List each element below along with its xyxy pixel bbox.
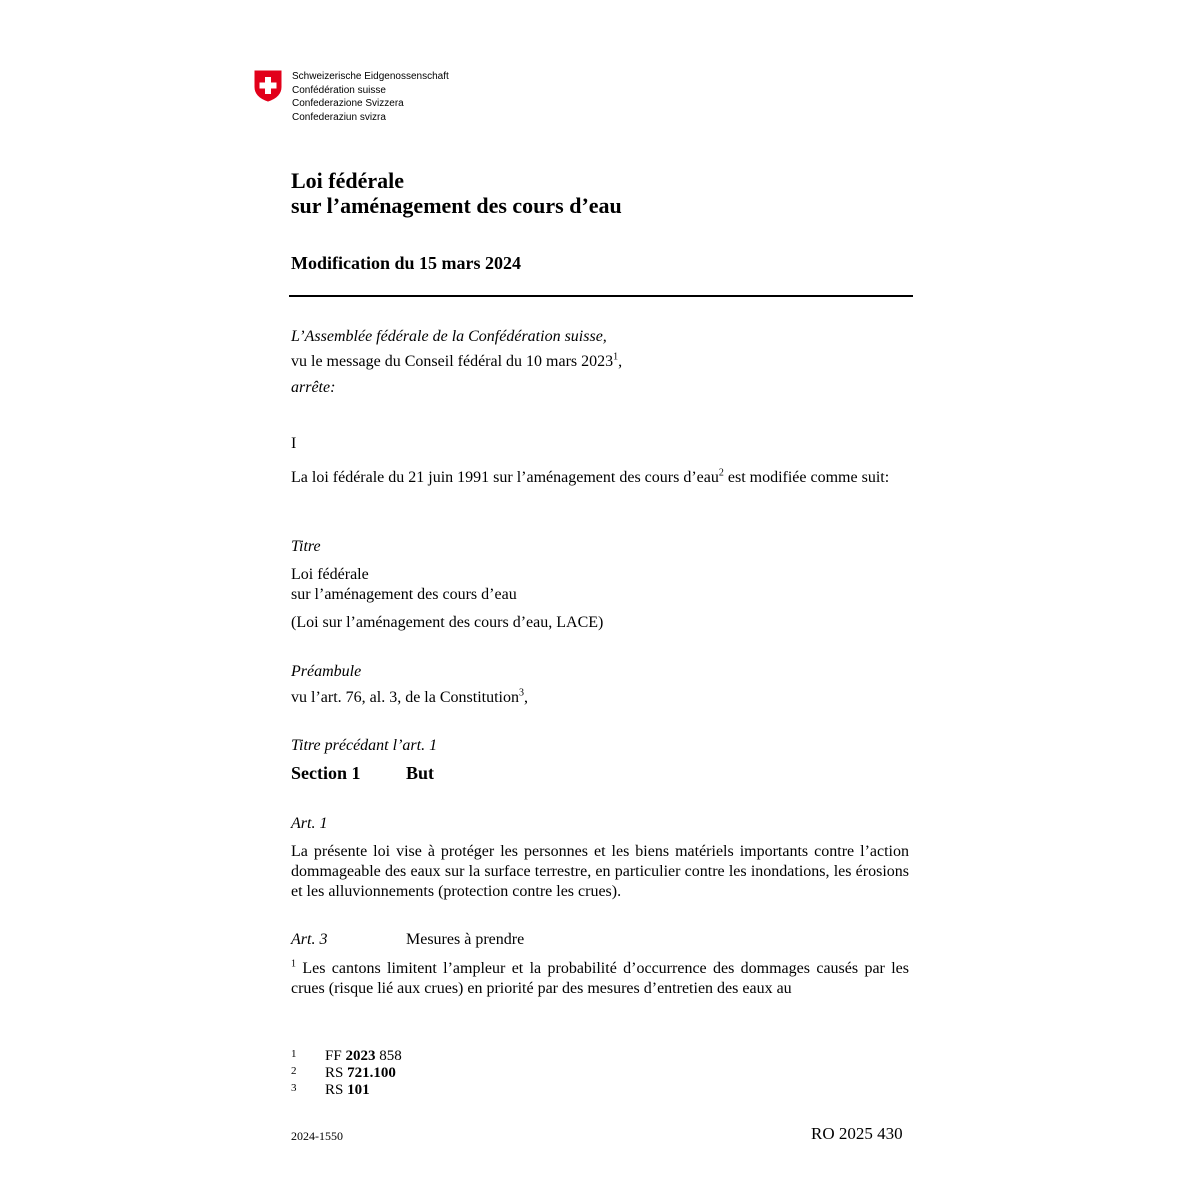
intro-text-end: est modifiée comme suit: — [723, 469, 890, 486]
modification-date: Modification du 15 mars 2024 — [291, 253, 522, 273]
vu-message-end: , — [618, 353, 623, 370]
footnote-bold: 721.100 — [347, 1065, 396, 1081]
swiss-coat-of-arms-icon — [254, 70, 282, 102]
confederation-name-fr: Confédération suisse — [292, 84, 386, 96]
intro-paragraph — [291, 468, 909, 488]
footnotes — [291, 1048, 591, 1099]
preambule-line — [291, 688, 528, 708]
footnote-bold: 2023 — [345, 1048, 376, 1064]
art3-label: Art. 3 — [291, 931, 328, 948]
art3-text: Les cantons limitent l’ampleur et la probabilité d’occurrence des dommages causés par les crues (risque lié aux crues) en priorité par des mesures d’entretien des eaux au — [291, 960, 909, 997]
preambule-text: vu l’art. 76, al. 3, de la Constitution — [291, 689, 519, 706]
confederation-name-de: Schweizerische Eidgenossenschaft — [292, 71, 449, 82]
assembly-line: L’Assemblée fédérale de la Confédération suisse, — [291, 328, 607, 345]
confederation-name-it: Confederazione Svizzera — [292, 98, 404, 109]
footnote-ref-2[interactable]: 2 — [718, 467, 724, 479]
preambule-end: , — [523, 689, 528, 706]
footnote-2 — [291, 1065, 591, 1082]
footnote-bold: 101 — [347, 1082, 370, 1098]
section-title: But — [406, 763, 435, 783]
titre-line-1: Loi fédérale — [291, 566, 369, 583]
arrete-line: arrête: — [291, 379, 336, 396]
footnote-ref-1[interactable]: 1 — [613, 351, 619, 363]
intro-text: La loi fédérale du 21 juin 1991 sur l’aménagement des cours d’eau — [291, 469, 719, 486]
vu-message-text: vu le message du Conseil fédéral du 10 mars 2023 — [291, 353, 614, 370]
titre-label: Titre — [291, 538, 321, 555]
header-divider — [289, 295, 913, 297]
ro-reference: RO 2025 430 — [811, 1124, 903, 1143]
doc-number: 2024-1550 — [291, 1129, 343, 1143]
confederation-name-rm: Confederaziun svizra — [292, 111, 386, 123]
titre-line-3: (Loi sur l’aménagement des cours d’eau, LACE) — [291, 614, 604, 631]
art3-paragraph — [291, 959, 909, 999]
document-title — [291, 168, 622, 218]
preambule-label: Préambule — [291, 663, 362, 680]
vu-message-line — [291, 352, 622, 372]
art1-label: Art. 1 — [291, 815, 328, 832]
art1-text: La présente loi vise à protéger les personnes et les biens matériels importants contre l’action dommageable des eaux sur la surface terrestre, en particulier contre les inondations, les érosions et les alluvionnements (protection contre les crues). — [291, 843, 909, 900]
titre-line-2: sur l’aménagement des cours d’eau — [291, 586, 517, 603]
footnote-prefix: RS — [325, 1082, 348, 1098]
footnote-3 — [291, 1082, 591, 1099]
art3-title: Mesures à prendre — [406, 931, 525, 948]
footnote-number: 2 — [291, 1065, 297, 1077]
art3-paragraph-number: 1 — [291, 958, 296, 970]
title-line-1: Loi fédérale — [291, 168, 405, 193]
footnote-number: 3 — [291, 1082, 297, 1094]
footnote-ref-3[interactable]: 3 — [518, 687, 524, 699]
section-number: Section 1 — [291, 763, 361, 783]
titre-precedant-label: Titre précédant l’art. 1 — [291, 737, 438, 754]
footnote-1 — [291, 1048, 591, 1065]
part-roman-numeral: I — [291, 435, 297, 452]
confederation-names — [292, 70, 449, 124]
title-line-2: sur l’aménagement des cours d’eau — [291, 193, 622, 218]
footnote-prefix: RS — [325, 1065, 348, 1081]
footnote-prefix: FF — [325, 1048, 346, 1064]
footnote-suffix: 858 — [375, 1048, 402, 1064]
footnote-number: 1 — [291, 1048, 297, 1060]
